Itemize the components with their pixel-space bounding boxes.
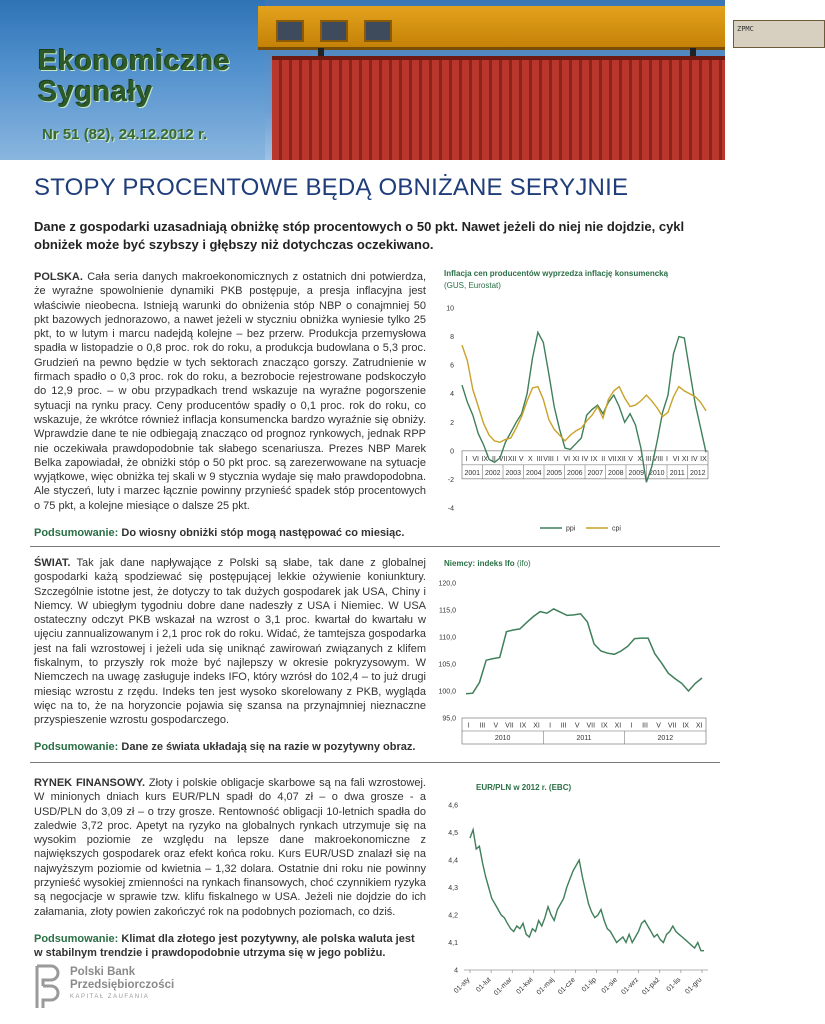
x-year-label: 2004 — [525, 469, 542, 477]
y-tick-label: 4 — [454, 967, 458, 975]
crane-beam-graphic — [258, 6, 754, 50]
section-body: Złoty i polskie obligacje skarbowe są na fali wzrostowej. W minionych dniach kurs EUR/PLN spadł do 4,07 zł – o dwa grosze - a USD/PLN do 3,09 zł – o trzy grosze. Rentowność obligacji 10-letnich spadła do zaledwie 3,72 proc. Apetyt na ryzyko na globalnych rynkach utrzymuje się na wysokim poziomie ze względu na lepsze dane makroekonomiczne z największych gospodarek oraz efekt końca roku. Kurs EUR/USD znalazł się na najwyższym poziomie od kwietnia – 1,32 dolara. Ostatnie dni roku nie powinny przynieść wysokiej zmienności na rynkach finansowych, choć czynnikiem ryzyka są negocjacje w sprawie tzw. klifu fiskalnego w USA. Jeżeli nie dojdzie do ich załamania, złoty powien zakończyć rok na podobnych poziomach, co dziś. — [34, 777, 426, 918]
pbp-logo-name — [70, 966, 174, 992]
x-month-label: XI — [533, 722, 540, 730]
x-month-label: VII — [498, 455, 508, 463]
x-month-label: V — [656, 722, 661, 730]
summary-text: Klimat dla złotego jest pozytywny, ale polska waluta jest w stabilnym trendzie i prawdopodobnie utrzyma się w jego pobliżu. — [34, 933, 415, 959]
x-month-label: III — [479, 722, 486, 730]
shipping-container-graphic — [272, 56, 725, 160]
section-poland — [34, 270, 426, 513]
x-month-label: VI — [563, 455, 571, 463]
pbp-logo-tagline: KAPITAŁ ZAUFANIA — [70, 994, 150, 1000]
x-month-label: IV — [691, 455, 698, 463]
y-tick-label: -2 — [447, 476, 454, 484]
legend-label-cpi: cpi — [612, 525, 621, 533]
x-tick-label: 01-gru — [684, 976, 704, 996]
chart-title: Niemcy: indeks Ifo (ifo) — [444, 559, 531, 568]
summary-label: Podsumowanie: — [34, 527, 119, 539]
summary-financial-market — [34, 932, 426, 960]
crane-window — [364, 20, 392, 42]
pbp-logo — [34, 962, 214, 1014]
x-tick-label: 01-paź — [641, 976, 662, 997]
summary-label: Podsumowanie: — [34, 933, 119, 945]
chart-eurpln — [440, 780, 712, 1016]
x-month-label: I — [630, 722, 633, 730]
x-month-label: XI — [681, 455, 689, 463]
x-year-label: 2012 — [689, 469, 706, 477]
y-tick-label: 4,4 — [448, 857, 458, 865]
x-year-label: 2011 — [669, 469, 685, 477]
series-line-eurpln — [470, 830, 704, 951]
masthead-banner — [0, 0, 754, 160]
crane-window — [320, 20, 348, 42]
y-tick-label: 4,1 — [448, 940, 458, 947]
section-tag: ŚWIAT. — [34, 557, 71, 569]
section-tag: RYNEK FINANSOWY. — [34, 777, 145, 789]
pbp-logo-line2: Przedsiębiorczości — [70, 979, 175, 991]
section-divider — [30, 546, 720, 547]
section-divider — [30, 762, 720, 763]
section-financial-market — [34, 776, 426, 919]
y-tick-label: 100,0 — [438, 688, 456, 696]
summary-text: Do wiosny obniżki stóp mogą następować co miesiąc. — [118, 527, 405, 539]
section-body: Tak jak dane napływające z Polski są słabe, tak dane z globalnej gospodarki każą spodziewać się postępującej lekkie ożywienie koniunktury. Szczególnie istotne jest, że dotyczy to tak dużych gospodarek jak USA, Chiny i Niemcy. W ubiegłym tygodniu dobre dane nadeszły z USA i Niemiec. W USA ostateczny odczyt PKB wskazał na wzrost o 3,1 proc. kwartał do kwartału w ujęciu zannualizowanym i 2,1 proc rok do roku. Widać, że tamtejsza gospodarka jest na fali wzrostowej i jeżeli uda się uniknąć zawirowań związanych z klifem fiskalnym, to przyszły rok może być najlepszy w okresie pokryzysowym. W Niemczech na uwagę zasługuje indeks IFO, który wzrósł do 102,4 – to już drugi miesiąc wzrostu z rzędu. Indeks ten jest wysoko skorelowany z PKB, wygląda więc na to, że na horyzoncie pojawia się szansa na przynajmniej nieznaczne przyspieszenie wzrostu gospodarczego. — [34, 557, 426, 727]
x-year-label: 2007 — [587, 469, 604, 477]
x-month-label: XI — [572, 455, 580, 463]
x-tick-label: 01-sie — [600, 976, 620, 995]
x-tick-label: 01-mar — [492, 976, 514, 998]
section-world — [34, 556, 426, 728]
x-month-label: I — [556, 455, 559, 463]
x-year-label: 2002 — [484, 469, 501, 477]
x-year-label: 2012 — [657, 735, 674, 742]
y-tick-label: 6 — [450, 362, 454, 370]
y-tick-label: 120,0 — [438, 580, 456, 588]
x-tick-label: 01-lip — [580, 976, 598, 994]
x-month-label: VI — [472, 455, 479, 463]
y-tick-label: 4 — [450, 391, 454, 399]
section-tag: POLSKA. — [34, 271, 83, 283]
x-month-label: VIII — [652, 455, 664, 463]
x-month-label: IX — [590, 455, 598, 463]
x-month-label: III — [645, 455, 652, 463]
y-tick-label: 95,0 — [442, 715, 456, 723]
series-line-ifo — [466, 609, 702, 694]
x-month-label: V — [518, 455, 524, 463]
x-month-label: III — [560, 722, 567, 730]
chart-ifo — [440, 556, 712, 752]
x-month-label: II — [601, 455, 606, 463]
x-year-label: 2011 — [576, 735, 592, 742]
y-tick-label: 0 — [450, 448, 454, 456]
magazine-title-line1: Ekonomiczne — [38, 45, 231, 77]
x-year-label: 2008 — [607, 469, 624, 477]
x-tick-label: 01-kwi — [515, 976, 535, 996]
article-headline: STOPY PROCENTOWE BĘDĄ OBNIŻANE SERYJNIE — [34, 174, 629, 201]
x-month-label: X — [527, 455, 533, 463]
x-tick-label: 01-cze — [557, 976, 577, 997]
chart-ppi-cpi — [440, 266, 712, 536]
y-tick-label: 2 — [450, 419, 454, 427]
article-lead: Dane z gospodarki uzasadniają obniżkę stóp procentowych o 50 pkt. Nawet jeżeli do niej nie dojdzie, cykl obniżek może być szybszy i głębszy niż dotychczas oczekiwano. — [34, 219, 685, 252]
y-tick-label: 115,0 — [439, 607, 456, 615]
x-month-label: VII — [586, 722, 596, 730]
x-month-label: IV — [581, 455, 589, 463]
magazine-title — [38, 46, 263, 108]
x-month-label: XII — [507, 455, 517, 463]
x-month-label: VI — [672, 455, 680, 463]
x-month-label: I — [549, 722, 552, 730]
summary-world — [34, 740, 426, 754]
x-month-label: VIII — [543, 455, 554, 463]
legend-label-ppi: ppi — [566, 525, 576, 533]
x-year-label: 2003 — [505, 469, 522, 477]
x-year-label: 2005 — [546, 469, 563, 477]
x-month-label: I — [666, 455, 668, 463]
x-year-label: 2006 — [566, 469, 583, 477]
crane-plate: ZPMC — [733, 20, 825, 48]
x-month-label: XII — [617, 455, 626, 463]
x-month-label: IX — [481, 455, 489, 463]
y-tick-label: 8 — [450, 334, 454, 342]
chart-title: Inflacja cen producentów wyprzedza inflację konsumencką — [444, 269, 669, 278]
x-month-label: VII — [608, 455, 617, 463]
y-tick-label: 10 — [446, 305, 454, 313]
x-month-label: III — [536, 455, 543, 463]
x-tick-label: 01-wrz — [620, 976, 641, 997]
x-year-label: 2010 — [648, 469, 665, 477]
x-month-label: I — [465, 455, 468, 463]
x-month-label: II — [491, 455, 496, 463]
x-tick-label: 01-sty — [452, 976, 472, 995]
x-month-label: XI — [614, 722, 622, 730]
x-tick-label: 01-lis — [665, 976, 683, 994]
x-month-label: V — [574, 722, 580, 730]
chart-subtitle: (ifo) — [516, 559, 531, 568]
x-month-label: IX — [519, 722, 527, 730]
x-month-label: V — [628, 455, 633, 463]
chart-ppi-cpi-svg — [440, 266, 712, 536]
x-month-label: VII — [667, 722, 677, 730]
y-tick-label: 110,0 — [439, 634, 456, 642]
magazine-title-line2: Sygnały — [38, 76, 153, 108]
x-month-label: III — [642, 722, 648, 730]
chart-title: EUR/PLN w 2012 r. (EBC) — [476, 783, 572, 792]
y-tick-label: -4 — [447, 505, 454, 513]
crane-window — [276, 20, 304, 42]
x-year-label: 2001 — [464, 469, 481, 477]
y-tick-label: 4,5 — [448, 830, 458, 837]
y-tick-label: 4,2 — [448, 912, 458, 920]
summary-text: Dane ze świata układają się na razie w pozytywny obraz. — [118, 741, 416, 753]
x-tick-label: 01-maj — [535, 976, 556, 997]
pbp-logo-mark-icon — [34, 964, 60, 1010]
summary-label: Podsumowanie: — [34, 741, 119, 753]
x-month-label: V — [493, 722, 499, 730]
x-month-label: IX — [682, 722, 689, 730]
x-month-label: VII — [505, 722, 514, 730]
x-tick-label: 01-lut — [475, 976, 493, 994]
x-month-label: IX — [700, 455, 707, 463]
x-month-label: XI — [695, 722, 703, 730]
x-month-label: IX — [601, 722, 608, 730]
x-year-label: 2010 — [494, 735, 511, 742]
summary-poland — [34, 526, 426, 540]
chart-ifo-svg — [440, 556, 712, 752]
x-year-label: 2009 — [628, 469, 645, 477]
y-tick-label: 105,0 — [438, 661, 456, 669]
x-month-label: I — [467, 722, 470, 730]
chart-eurpln-svg — [440, 780, 712, 1016]
x-month-label: X — [637, 455, 643, 463]
y-tick-label: 4,6 — [448, 802, 458, 810]
pbp-logo-line1: Polski Bank — [70, 966, 136, 978]
y-tick-label: 4,3 — [448, 885, 458, 892]
issue-number: Nr 51 (82), 24.12.2012 r. — [42, 126, 208, 143]
chart-subtitle: (GUS, Eurostat) — [444, 281, 501, 290]
section-body: Cała seria danych makroekonomicznych z ostatnich dni potwierdza, że wyraźne spowolnienie dynamiki PKB postępuje, a presja inflacyjna jest właściwie nieobecna. Istnieją warunki do obniżenia stóp NBP o conajmniej 50 pkt bazowych jednorazowo, a nawet jeżeli w styczniu obniżka wyniesie tylko 25 pkt, to w lutym i marcu nadejdą kolejne – bez przerw. Produkcja przemysłowa spadła w listopadzie o 0,8 proc. rok do roku, a produkcja budowlana o 5,3 proc. Grudzień na pewno będzie w tych sektorach znacząco gorszy. Zatrudnienie w firmach spadło o 0,3 proc. rok do roku, a bezrobocie rejestrowane podskoczyło do 12,9 proc. – w obu przypadkach trend wskazuje na wyraźne pogorszenie sytuacji na rynku pracy. Ceny producentów spadły o 0,1 proc. rok do roku, co wskazuje, że wkrótce również inflacja konsumencka bardzo wyraźnie się obniży. Wprawdzie dane te nie odbiegają znacząco od prognoz rynkowych, jednak RPP nie oczekiwała prawdopodobnie tak słabego scenariusza. Prezes NBP Marek Belka zapowiadał, że obniżki stóp o 50 pkt proc. są zarezerwowane na sytuacje wyjątkowe, więc obniżka tej skali w 9 stycznia wydaje się mało prawdopodobna. Ale styczeń, luty i marzec łącznie powinny przynieść spadek stóp procentowych o 75 pkt, a kolejne miesiące o dalsze 25 pkt. — [34, 271, 426, 512]
